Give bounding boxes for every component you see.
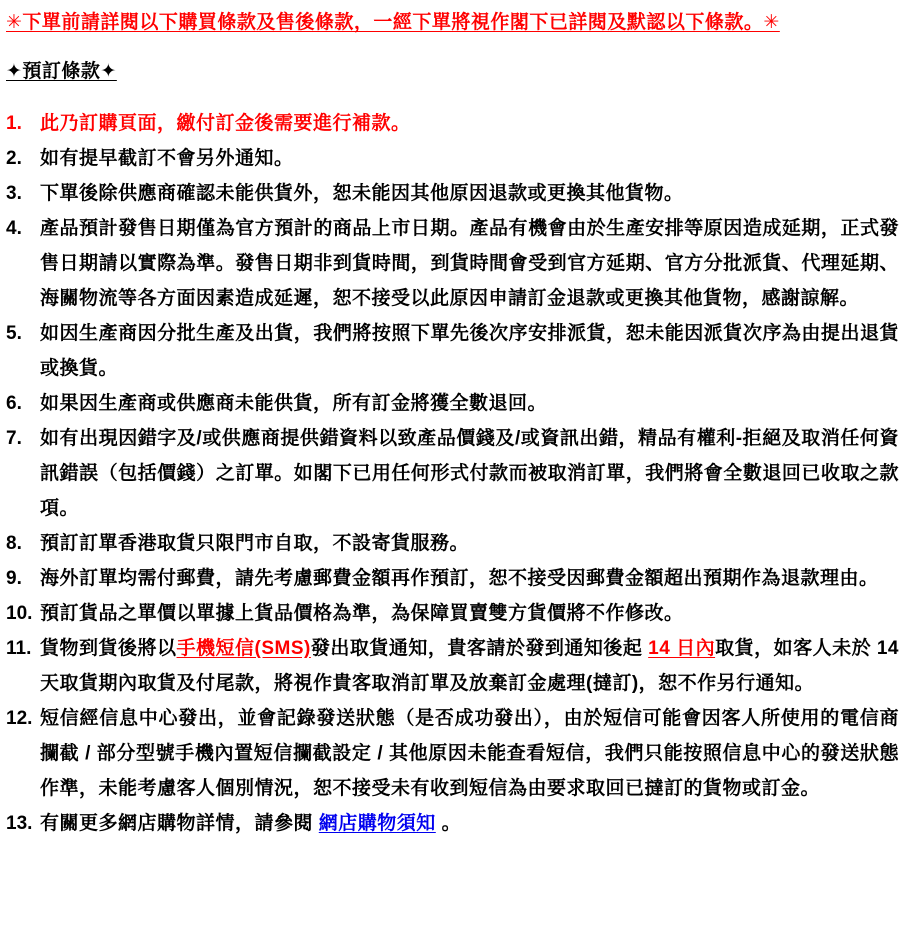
term-number: 8.	[6, 533, 22, 554]
term-item-11	[6, 631, 899, 701]
term-text-segment: 預訂訂單香港取貨只限門市自取，不設寄貨服務。	[40, 533, 470, 554]
term-text	[40, 806, 899, 841]
term-text-segment: 取貨，如客人未於 14 天取貨期內取貨及付尾款，將視作貴客取消訂單及放棄訂金處理(撻訂)，恕不作另行通知。	[40, 638, 899, 694]
term-text-segment: 產品預計發售日期僅為官方預計的商品上市日期。產品有機會由於生產安排等原因造成延期，正式發售日期請以實際為準。發售日期非到貨時間，到貨時間會受到官方延期、官方分批派貨、代理延期、海關物流等各方面因素造成延遲，恕不接受以此原因申請訂金退款或更換其他貨物，感謝諒解。	[40, 218, 899, 309]
term-text-segment: 預訂貨品之單價以單據上貨品價格為準，為保障買賣雙方貨價將不作修改。	[40, 603, 684, 624]
term-item-9	[6, 561, 899, 596]
term-item-6	[6, 386, 899, 421]
term-number: 10.	[6, 603, 33, 624]
term-text-segment: 如有提早截訂不會另外通知。	[40, 148, 294, 169]
term-text-segment: 海外訂單均需付郵費，請先考慮郵費金額再作預訂，恕不接受因郵費金額超出預期作為退款理由。	[40, 568, 879, 589]
term-number: 4.	[6, 218, 22, 239]
term-text-segment: 貨物到貨後將以	[40, 638, 177, 659]
term-text	[40, 701, 899, 806]
highlighted-text: 14 日內	[648, 638, 716, 659]
term-text-segment: 發出取貨通知，貴客請於發到通知後起	[310, 638, 649, 659]
term-item-4	[6, 211, 899, 316]
term-text-segment: 。	[435, 813, 462, 834]
term-text	[40, 596, 899, 631]
term-item-10	[6, 596, 899, 631]
term-number: 12.	[6, 708, 33, 729]
term-item-7	[6, 421, 899, 526]
term-text	[40, 526, 899, 561]
term-number: 2.	[6, 148, 22, 169]
term-number: 1.	[6, 113, 22, 134]
term-number: 7.	[6, 428, 22, 449]
term-text-segment: 有關更多網店購物詳情，請參閱	[40, 813, 319, 834]
term-number: 13.	[6, 813, 33, 834]
term-text	[40, 316, 899, 386]
term-text-segment: 此乃訂購頁面，繳付訂金後需要進行補款。	[40, 113, 411, 134]
term-number: 9.	[6, 568, 22, 589]
term-number: 6.	[6, 393, 22, 414]
term-text	[40, 561, 899, 596]
term-number: 3.	[6, 183, 22, 204]
term-item-12	[6, 701, 899, 806]
term-text	[40, 141, 899, 176]
term-text-segment: 如果因生產商或供應商未能供貨，所有訂金將獲全數退回。	[40, 393, 548, 414]
term-text-segment: 短信經信息中心發出，並會記錄發送狀態（是否成功發出），由於短信可能會因客人所使用的電信商攔截 / 部分型號手機內置短信攔截設定 / 其他原因未能查看短信，我們只能按照信息中心的發送狀態作準，未能考慮客人個別情況，恕不接受未有收到短信為由要求取回已撻訂的貨物或訂金。	[40, 708, 899, 799]
warning-title: ✳下單前請詳閱以下購買條款及售後條款，一經下單將視作閣下已詳閱及默認以下條款。✳	[6, 12, 780, 33]
term-item-2	[6, 141, 899, 176]
highlighted-text: 手機短信(SMS)	[176, 638, 311, 659]
term-text	[40, 386, 899, 421]
term-text-segment: 如因生產商因分批生產及出貨，我們將按照下單先後次序安排派貨，恕未能因派貨次序為由提出退貨或換貨。	[40, 323, 899, 379]
term-text	[40, 421, 899, 526]
term-item-13	[6, 806, 899, 841]
term-text-segment: 下單後除供應商確認未能供貨外，恕未能因其他原因退款或更換其他貨物。	[40, 183, 684, 204]
term-text-segment: 如有出現因錯字及/或供應商提供錯資料以致產品價錢及/或資訊出錯，精品有權利-拒絕及取消任何資訊錯誤（包括價錢）之訂單。如閣下已用任何形式付款而被取消訂單，我們將會全數退回已收取之款項。	[40, 428, 899, 519]
term-number: 5.	[6, 323, 22, 344]
term-item-5	[6, 316, 899, 386]
term-item-3	[6, 176, 899, 211]
term-number: 11.	[6, 638, 32, 659]
term-item-1	[6, 106, 899, 141]
term-text	[40, 176, 899, 211]
shop-guide-link[interactable]: 網店購物須知	[318, 813, 436, 834]
term-item-8	[6, 526, 899, 561]
section-title: ✦預訂條款✦	[6, 61, 117, 82]
term-text	[40, 631, 899, 701]
terms-list	[6, 106, 899, 841]
term-text	[40, 211, 899, 316]
term-text	[40, 106, 899, 141]
